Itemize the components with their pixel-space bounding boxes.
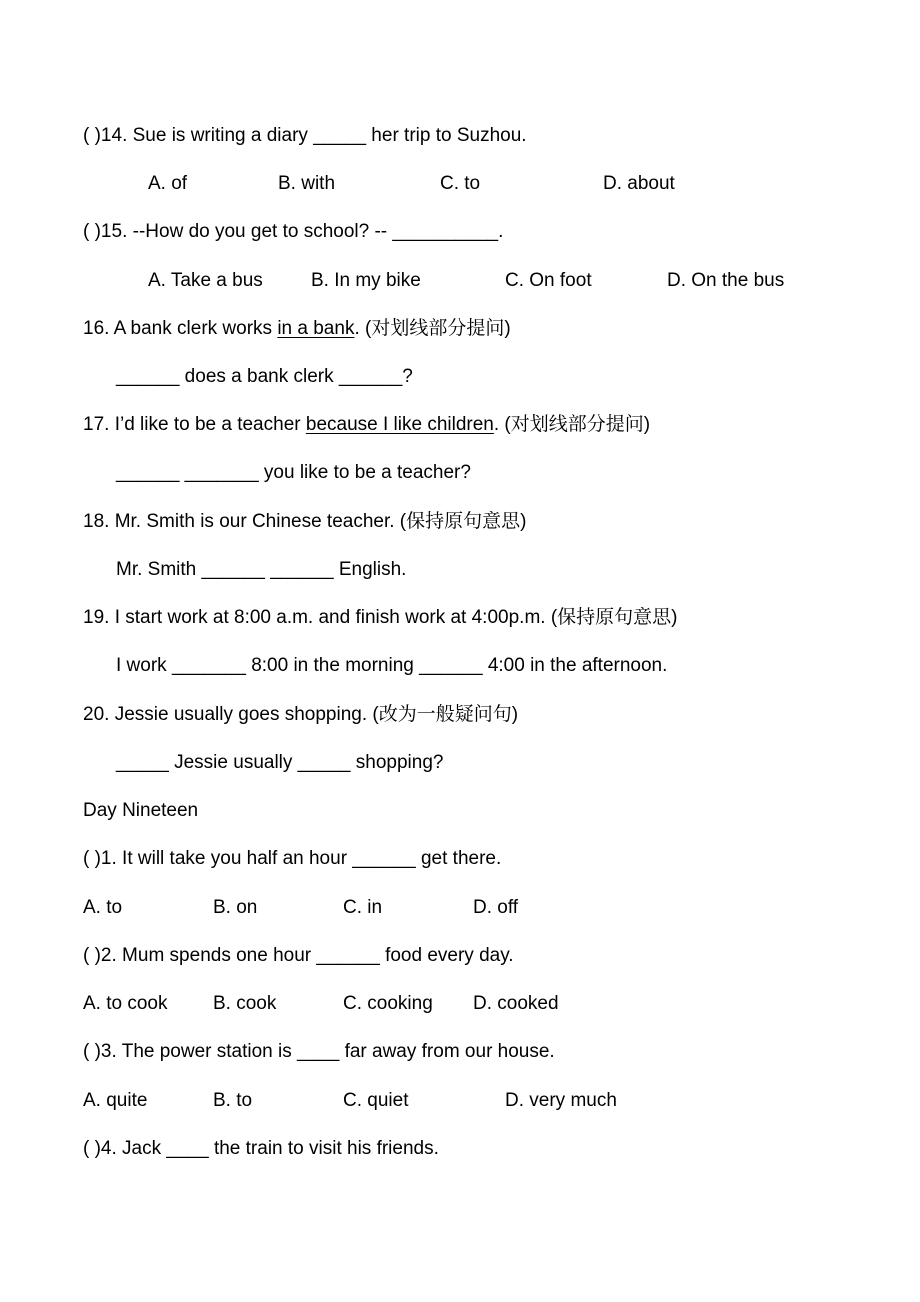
question-17-answer: ______ _______ you like to be a teacher? [116,462,471,483]
d3-option-a: A. quite [83,1090,148,1111]
question-19-stem: 19. I start work at 8:00 a.m. and finish work at 4:00p.m. (保持原句意思) [83,607,678,628]
question-15-stem: ( )15. --How do you get to school? -- __________. [83,221,504,242]
question-17-stem [83,413,650,437]
q15-option-a: A. Take a bus [148,270,263,291]
q14-option-d: D. about [603,173,675,194]
q15-option-d: D. On the bus [667,270,785,291]
d1-option-b: B. on [213,897,258,918]
day19-question-4-stem: ( )4. Jack ____ the train to visit his friends. [83,1138,439,1159]
question-16-answer: ______ does a bank clerk ______? [116,366,413,387]
d1-option-c: C. in [343,897,383,918]
section-title: Day Nineteen [83,800,199,821]
q16-prefix: 16. A bank clerk works [83,318,278,339]
q14-option-a: A. of [148,173,188,194]
d3-option-c: C. quiet [343,1090,409,1111]
question-18-answer: Mr. Smith ______ ______ English. [116,559,407,580]
question-18-stem: 18. Mr. Smith is our Chinese teacher. (保持原句意思) [83,511,527,532]
q17-underlined: because I like children [305,414,494,435]
q16-suffix: . (对划线部分提问) [354,318,511,339]
d3-option-d: D. very much [505,1090,617,1111]
q17-prefix: 17. I’d like to be a teacher [83,414,306,435]
q14-option-b: B. with [278,173,336,194]
day19-question-3-stem: ( )3. The power station is ____ far away from our house. [83,1041,555,1062]
q15-option-c: C. On foot [505,270,592,291]
q16-underlined: in a bank [277,318,355,339]
d2-option-d: D. cooked [473,993,559,1014]
question-14-stem: ( )14. Sue is writing a diary _____ her trip to Suzhou. [83,125,527,146]
d2-option-c: C. cooking [343,993,433,1014]
d3-option-b: B. to [213,1090,253,1111]
d2-option-a: A. to cook [83,993,168,1014]
question-16-stem [83,317,511,341]
question-20-stem: 20. Jessie usually goes shopping. (改为一般疑问句) [83,704,519,725]
d1-option-a: A. to [83,897,123,918]
day19-question-2-stem: ( )2. Mum spends one hour ______ food every day. [83,945,514,966]
question-19-answer: I work _______ 8:00 in the morning ______ 4:00 in the afternoon. [116,655,668,676]
q15-option-b: B. In my bike [311,270,421,291]
d1-option-d: D. off [473,897,519,918]
q14-option-c: C. to [440,173,481,194]
q17-suffix: . (对划线部分提问) [493,414,651,435]
day19-question-1-stem: ( )1. It will take you half an hour ______ get there. [83,848,502,869]
d2-option-b: B. cook [213,993,277,1014]
question-20-answer: _____ Jessie usually _____ shopping? [116,752,444,773]
